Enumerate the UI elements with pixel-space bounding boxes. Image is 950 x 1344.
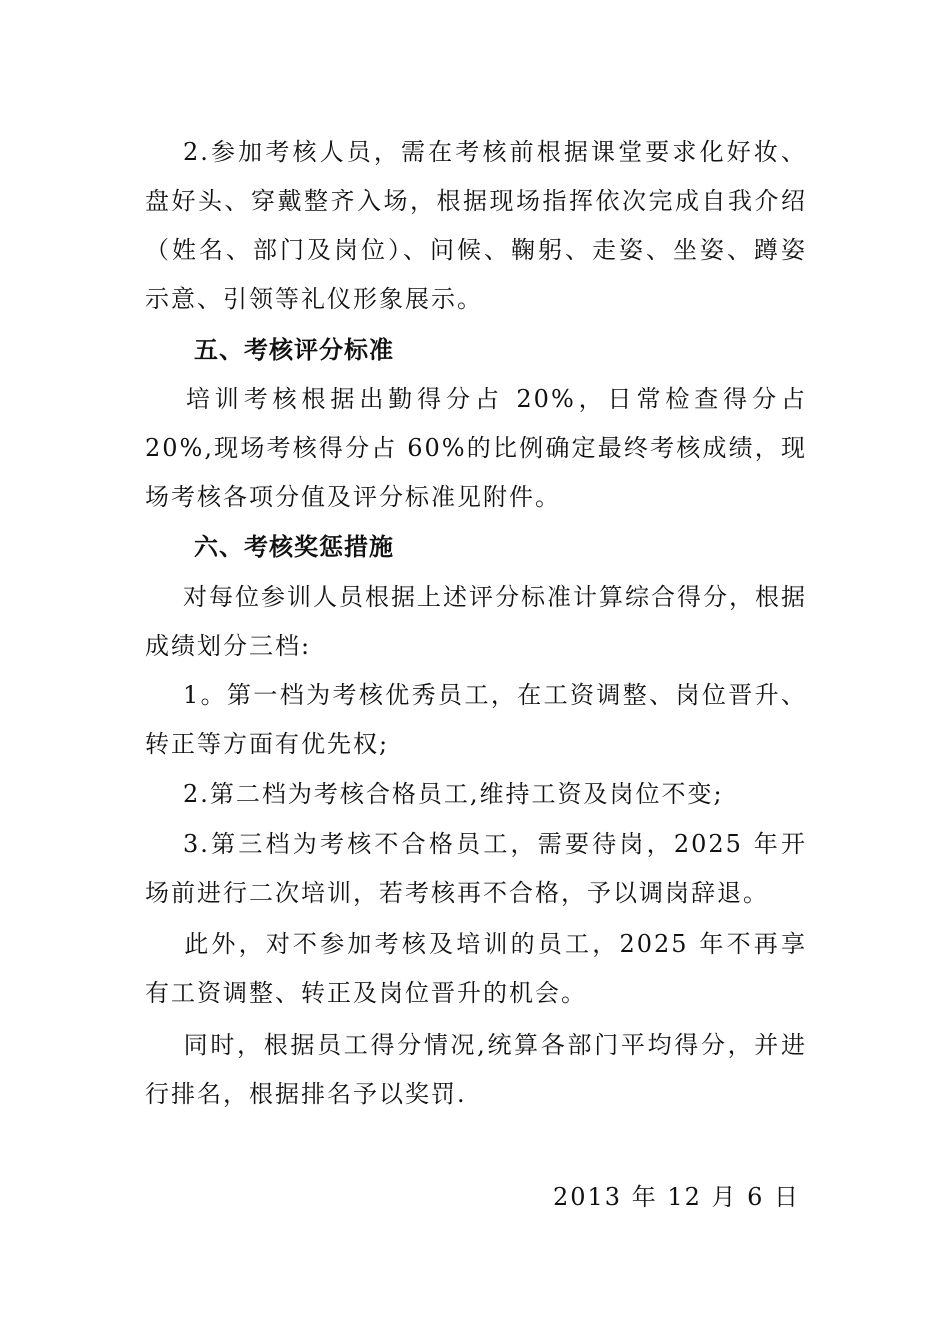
tier-1-text: 1。第一档为考核优秀员工，在工资调整、岗位晋升、转正等方面有优先权; bbox=[145, 681, 807, 758]
document-date: 2013 年 12 月 6 日 bbox=[553, 1183, 801, 1211]
tier-3-text: 3.第三档为考核不合格员工，需要待岗，2025 年开场前进行二次培训，若考核再不合格，予以调岗辞退。 bbox=[145, 830, 807, 907]
section-5-heading: 五、考核评分标准 bbox=[194, 336, 394, 364]
item-2-text: 2.参加考核人员，需在考核前根据课堂要求化好妆、盘好头、穿戴整齐入场，根据现场指挥依次完成自我介绍（姓名、部门及岗位）、问候、鞠躬、走姿、坐姿、蹲姿示意、引领等礼仪形象展示。 bbox=[145, 138, 807, 313]
paragraph-section-5-body bbox=[145, 375, 807, 522]
paragraph-section-6-intro bbox=[145, 573, 807, 671]
note-1-text: 此外，对不参加考核及培训的员工，2025 年不再享有工资调整、转正及岗位晋升的机会。 bbox=[145, 930, 807, 1007]
paragraph-tier-1 bbox=[145, 671, 807, 769]
paragraph-note-2 bbox=[145, 1021, 807, 1119]
tier-2-text: 2.第二档为考核合格员工,维持工资及岗位不变; bbox=[183, 780, 724, 808]
paragraph-tier-2 bbox=[145, 770, 807, 819]
paragraph-tier-3 bbox=[145, 820, 807, 918]
section-6-heading: 六、考核奖惩措施 bbox=[194, 533, 394, 561]
paragraph-note-1 bbox=[145, 920, 807, 1018]
note-2-text: 同时，根据员工得分情况,统算各部门平均得分，并进行排名，根据排名予以奖罚. bbox=[145, 1031, 807, 1108]
section-5-body-text: 培训考核根据出勤得分占 20%，日常检查得分占 20%,现场考核得分占 60%的比例确定最终考核成绩，现场考核各项分值及评分标准见附件。 bbox=[145, 385, 807, 511]
paragraph-item-2 bbox=[145, 128, 807, 324]
section-6-intro-text: 对每位参训人员根据上述评分标准计算综合得分，根据成绩划分三档: bbox=[145, 583, 807, 660]
